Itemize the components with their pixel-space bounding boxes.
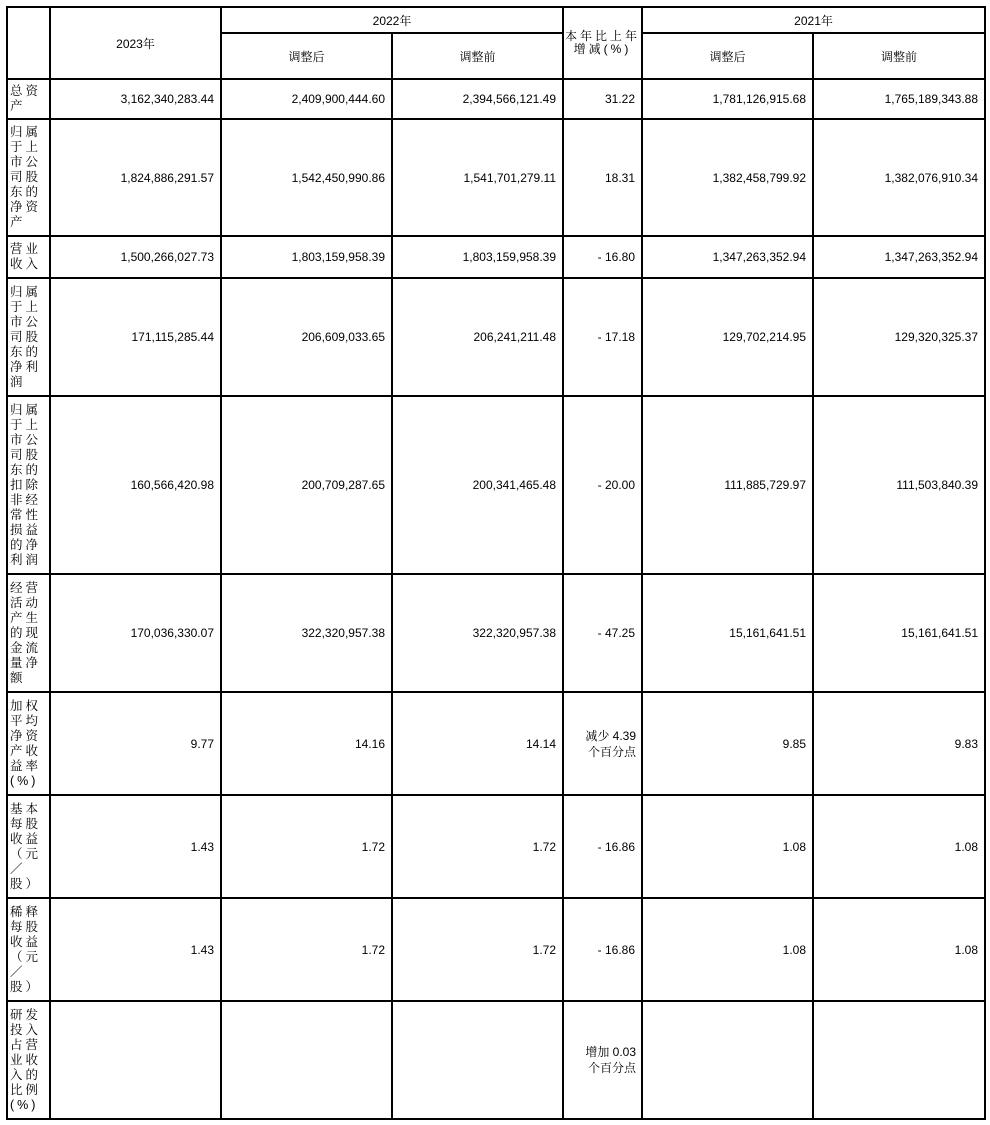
row-label: 总资产 [7, 79, 50, 119]
cell-2021-after: 1,347,263,352.94 [642, 236, 813, 278]
cell-2021-before: 1.08 [813, 795, 985, 898]
cell-2023: 1,500,266,027.73 [50, 236, 221, 278]
cell-2021-before: 1,382,076,910.34 [813, 119, 985, 236]
cell-2022-before: 200,341,465.48 [392, 396, 563, 574]
row-label: 基本每股收益（元／股） [7, 795, 50, 898]
cell-2023: 3,162,340,283.44 [50, 79, 221, 119]
header-change-percent: 本年比上年增减(%) [563, 7, 642, 79]
cell-2021-after: 15,161,641.51 [642, 574, 813, 692]
cell-2022-before: 1,541,701,279.11 [392, 119, 563, 236]
cell-2021-before: 129,320,325.37 [813, 278, 985, 396]
table-row [7, 119, 985, 236]
table-row [7, 1001, 985, 1119]
cell-2021-before: 1,765,189,343.88 [813, 79, 985, 119]
cell-2022-after: 1.72 [221, 898, 392, 1001]
cell-2023: 160,566,420.98 [50, 396, 221, 574]
cell-2022-after: 1.72 [221, 795, 392, 898]
cell-2022-before: 322,320,957.38 [392, 574, 563, 692]
cell-change [563, 692, 642, 795]
cell-2023: 9.77 [50, 692, 221, 795]
cell-2023: 1,824,886,291.57 [50, 119, 221, 236]
cell-2021-after: 9.85 [642, 692, 813, 795]
table-row [7, 574, 985, 692]
header-2021-adjusted-after: 调整后 [642, 33, 813, 79]
cell-2022-before: 1,803,159,958.39 [392, 236, 563, 278]
table-row [7, 278, 985, 396]
cell-2021-before: 111,503,840.39 [813, 396, 985, 574]
cell-2022-after: 1,542,450,990.86 [221, 119, 392, 236]
cell-2022-after [221, 1001, 392, 1119]
row-label: 营业收入 [7, 236, 50, 278]
cell-2021-after: 1.08 [642, 898, 813, 1001]
cell-2021-before: 15,161,641.51 [813, 574, 985, 692]
cell-2022-after: 2,409,900,444.60 [221, 79, 392, 119]
header-2022-adjusted-after: 调整后 [221, 33, 392, 79]
cell-2022-after: 1,803,159,958.39 [221, 236, 392, 278]
cell-2022-after: 206,609,033.65 [221, 278, 392, 396]
cell-2022-before: 206,241,211.48 [392, 278, 563, 396]
row-label: 加权平均净资产收益率(%) [7, 692, 50, 795]
cell-2022-before: 1.72 [392, 795, 563, 898]
table-row [7, 79, 985, 119]
row-label: 经营活动产生的现金流量净额 [7, 574, 50, 692]
cell-2021-after: 111,885,729.97 [642, 396, 813, 574]
table-row [7, 795, 985, 898]
change-note-line1: 减少 4.39 [585, 728, 637, 743]
row-label: 归属于上市公司股东的净资产 [7, 119, 50, 236]
cell-2022-before [392, 1001, 563, 1119]
cell-2023: 1.43 [50, 898, 221, 1001]
cell-2021-before: 1,347,263,352.94 [813, 236, 985, 278]
cell-2021-before [813, 1001, 985, 1119]
cell-2021-before: 1.08 [813, 898, 985, 1001]
cell-2023: 170,036,330.07 [50, 574, 221, 692]
cell-2023: 171,115,285.44 [50, 278, 221, 396]
cell-2021-after [642, 1001, 813, 1119]
header-2023: 2023年 [50, 7, 221, 79]
header-2021-adjusted-before: 调整前 [813, 33, 985, 79]
financial-indicators-table [6, 6, 986, 1120]
cell-change: - 16.86 [563, 898, 642, 1001]
cell-2021-after: 1.08 [642, 795, 813, 898]
cell-change [563, 1001, 642, 1119]
table-row [7, 692, 985, 795]
change-note-line2: 个百分点 [588, 744, 637, 759]
header-blank-cell [7, 7, 50, 79]
cell-change: - 17.18 [563, 278, 642, 396]
cell-2022-before: 1.72 [392, 898, 563, 1001]
cell-2022-after: 14.16 [221, 692, 392, 795]
table-row [7, 236, 985, 278]
cell-2022-before: 14.14 [392, 692, 563, 795]
table-row [7, 898, 985, 1001]
cell-change: - 16.80 [563, 236, 642, 278]
cell-2022-after: 322,320,957.38 [221, 574, 392, 692]
cell-2023: 1.43 [50, 795, 221, 898]
row-label: 归属于上市公司股东的扣除非经常性损益的净利润 [7, 396, 50, 574]
change-note-line2: 个百分点 [588, 1061, 637, 1075]
cell-2021-after: 1,382,458,799.92 [642, 119, 813, 236]
cell-change: - 16.86 [563, 795, 642, 898]
row-label: 研发投入占营业收入的比例(%) [7, 1001, 50, 1119]
cell-change: 31.22 [563, 79, 642, 119]
change-note-line1: 增加 0.03 [585, 1045, 637, 1059]
cell-2021-after: 129,702,214.95 [642, 278, 813, 396]
cell-2021-before: 9.83 [813, 692, 985, 795]
cell-change: - 20.00 [563, 396, 642, 574]
cell-change: 18.31 [563, 119, 642, 236]
cell-2023 [50, 1001, 221, 1119]
cell-2022-before: 2,394,566,121.49 [392, 79, 563, 119]
header-2021: 2021年 [642, 7, 985, 33]
row-label: 归属于上市公司股东的净利润 [7, 278, 50, 396]
header-2022: 2022年 [221, 7, 563, 33]
cell-2022-after: 200,709,287.65 [221, 396, 392, 574]
header-2022-adjusted-before: 调整前 [392, 33, 563, 79]
cell-change: - 47.25 [563, 574, 642, 692]
cell-2021-after: 1,781,126,915.68 [642, 79, 813, 119]
table-row [7, 396, 985, 574]
row-label: 稀释每股收益（元／股） [7, 898, 50, 1001]
